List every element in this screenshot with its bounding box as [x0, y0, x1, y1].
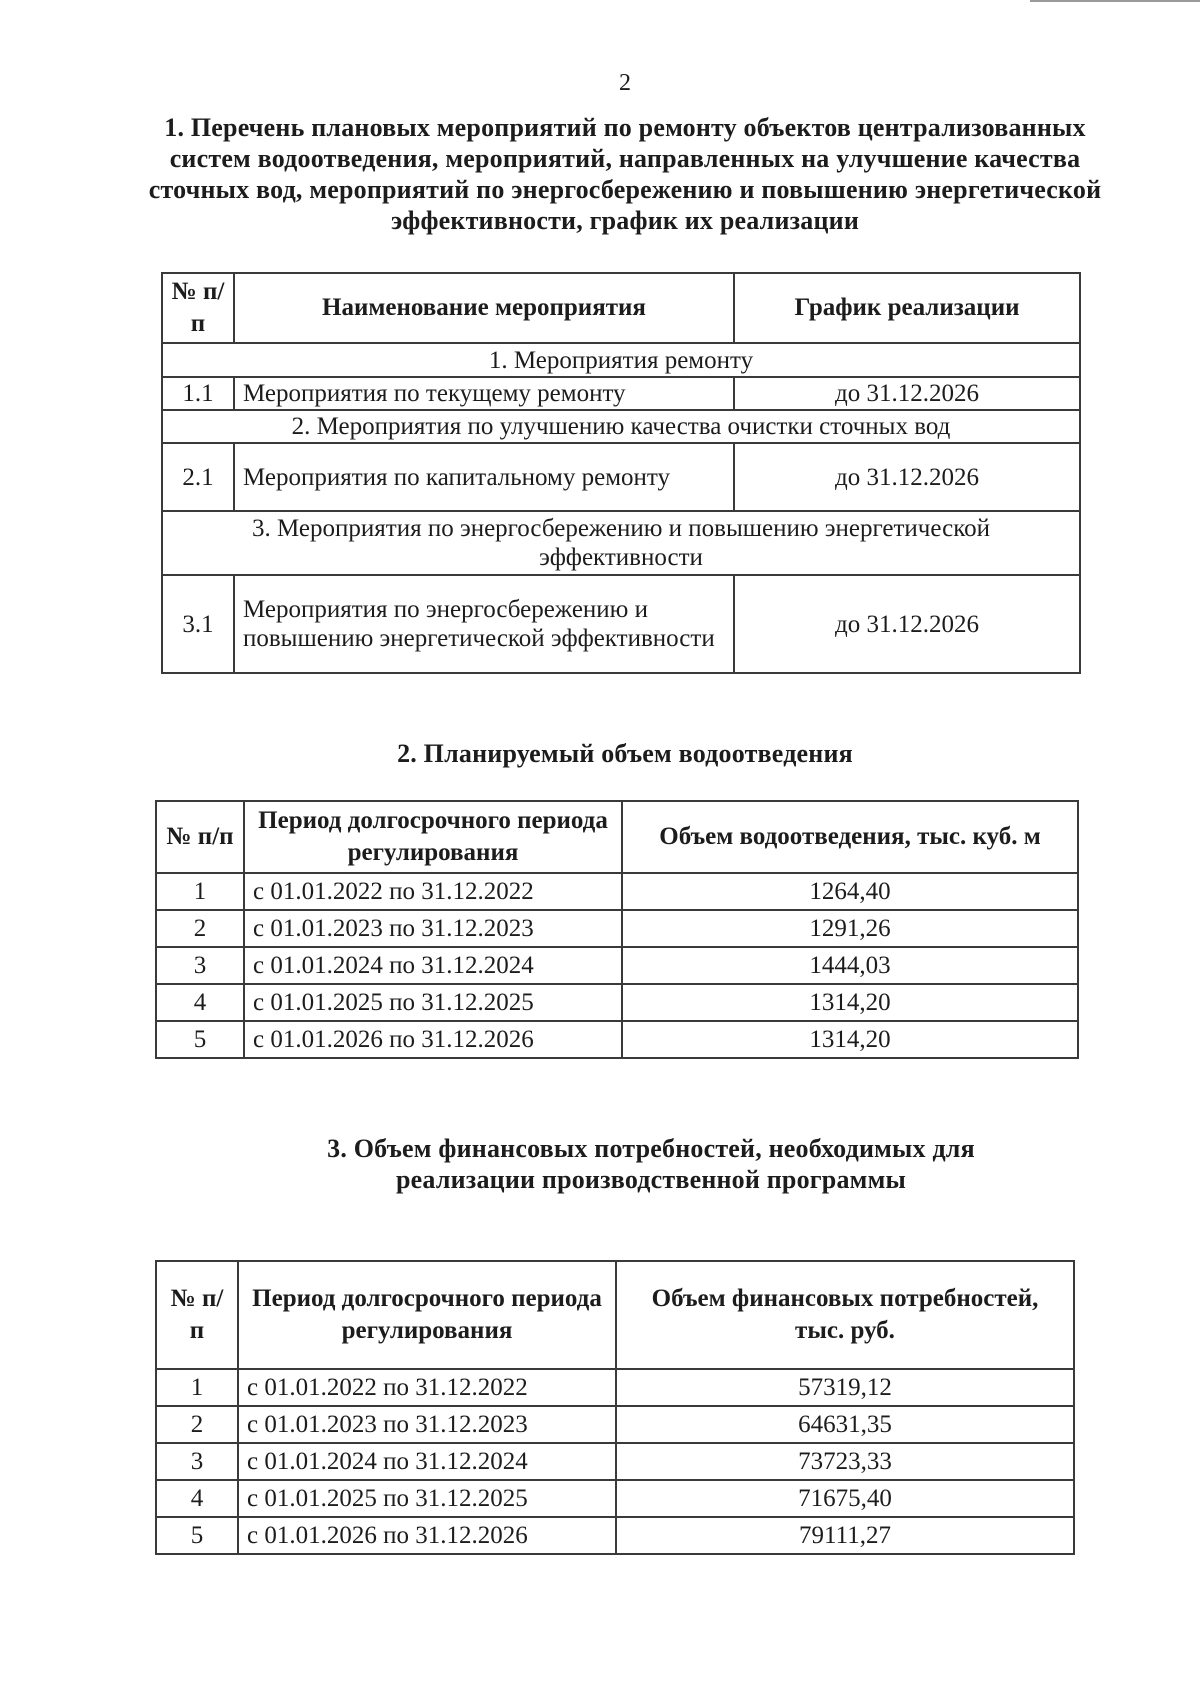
group-title: 3. Мероприятия по энергосбережению и повышению энергетической эффективности: [162, 511, 1080, 575]
row-value: 71675,40: [616, 1480, 1074, 1517]
table-row: [156, 1517, 1074, 1554]
page-number: 2: [619, 70, 631, 96]
top-edge-line: [1030, 0, 1200, 2]
table-header-row: [156, 1261, 1074, 1369]
row-num: 1.1: [162, 377, 234, 410]
table-row: [162, 377, 1080, 410]
row-value: 57319,12: [616, 1369, 1074, 1406]
table-row: [156, 1480, 1074, 1517]
group-title: 1. Мероприятия ремонту: [162, 343, 1080, 377]
row-value: 79111,27: [616, 1517, 1074, 1554]
table-row: [156, 947, 1078, 984]
row-period: с 01.01.2024 по 31.12.2024: [238, 1443, 616, 1480]
finance-table: [155, 1260, 1075, 1555]
group-row: [162, 410, 1080, 443]
row-name: Мероприятия по энергосбережению и повышению энергетической эффективности: [234, 575, 734, 673]
row-schedule: до 31.12.2026: [734, 575, 1080, 673]
row-num: 1: [156, 1369, 238, 1406]
row-num: 3: [156, 947, 244, 984]
table-row: [156, 910, 1078, 947]
row-num: 2.1: [162, 443, 234, 511]
section-3-title: 3. Объем финансовых потребностей, необходимых для реализации производственной программы: [327, 1134, 975, 1194]
row-period: с 01.01.2025 по 31.12.2025: [238, 1480, 616, 1517]
row-num: 3: [156, 1443, 238, 1480]
row-period: с 01.01.2022 по 31.12.2022: [244, 873, 622, 910]
table-row: [162, 575, 1080, 673]
header-name: Наименование мероприятия: [234, 273, 734, 343]
row-value: 1314,20: [622, 1021, 1078, 1058]
table-row: [156, 984, 1078, 1021]
measures-table: [161, 272, 1081, 674]
row-num: 5: [156, 1021, 244, 1058]
group-title: 2. Мероприятия по улучшению качества очистки сточных вод: [162, 410, 1080, 443]
table-header-row: [162, 273, 1080, 343]
table-row: [156, 1369, 1074, 1406]
section-2-title: 2. Планируемый объем водоотведения: [397, 739, 853, 768]
header-volume: Объем водоотведения, тыс. куб. м: [622, 801, 1078, 873]
row-period: с 01.01.2024 по 31.12.2024: [244, 947, 622, 984]
row-value: 1444,03: [622, 947, 1078, 984]
row-value: 1291,26: [622, 910, 1078, 947]
row-period: с 01.01.2025 по 31.12.2025: [244, 984, 622, 1021]
row-num: 4: [156, 984, 244, 1021]
header-period: Период долгосрочного периода регулирования: [238, 1261, 616, 1369]
row-period: с 01.01.2026 по 31.12.2026: [238, 1517, 616, 1554]
row-period: с 01.01.2026 по 31.12.2026: [244, 1021, 622, 1058]
header-num: № п/п: [162, 273, 234, 343]
row-value: 1314,20: [622, 984, 1078, 1021]
row-num: 2: [156, 910, 244, 947]
header-num: № п/п: [156, 1261, 238, 1369]
row-num: 5: [156, 1517, 238, 1554]
group-row: [162, 511, 1080, 575]
header-finance: Объем финансовых потребностей, тыс. руб.: [616, 1261, 1074, 1369]
row-schedule: до 31.12.2026: [734, 443, 1080, 511]
row-value: 1264,40: [622, 873, 1078, 910]
row-value: 64631,35: [616, 1406, 1074, 1443]
table-row: [156, 1443, 1074, 1480]
table-row: [156, 873, 1078, 910]
row-period: с 01.01.2023 по 31.12.2023: [238, 1406, 616, 1443]
table-row: [156, 1021, 1078, 1058]
row-value: 73723,33: [616, 1443, 1074, 1480]
group-row: [162, 343, 1080, 377]
row-num: 2: [156, 1406, 238, 1443]
row-period: с 01.01.2023 по 31.12.2023: [244, 910, 622, 947]
row-num: 1: [156, 873, 244, 910]
section-1-title: 1. Перечень плановых мероприятий по ремонту объектов централизованных систем водоотведения, мероприятий, направленных на улучшение качества сточных вод, мероприятий по энергосбережению и повышению энергетической эффективности, график их реализации: [148, 113, 1102, 235]
table-row: [162, 443, 1080, 511]
row-name: Мероприятия по текущему ремонту: [234, 377, 734, 410]
row-schedule: до 31.12.2026: [734, 377, 1080, 410]
row-num: 4: [156, 1480, 238, 1517]
header-schedule: График реализации: [734, 273, 1080, 343]
header-period: Период долгосрочного периода регулирования: [244, 801, 622, 873]
row-num: 3.1: [162, 575, 234, 673]
volume-table: [155, 800, 1079, 1059]
row-period: с 01.01.2022 по 31.12.2022: [238, 1369, 616, 1406]
row-name: Мероприятия по капитальному ремонту: [234, 443, 734, 511]
table-header-row: [156, 801, 1078, 873]
header-num: № п/п: [156, 801, 244, 873]
table-row: [156, 1406, 1074, 1443]
